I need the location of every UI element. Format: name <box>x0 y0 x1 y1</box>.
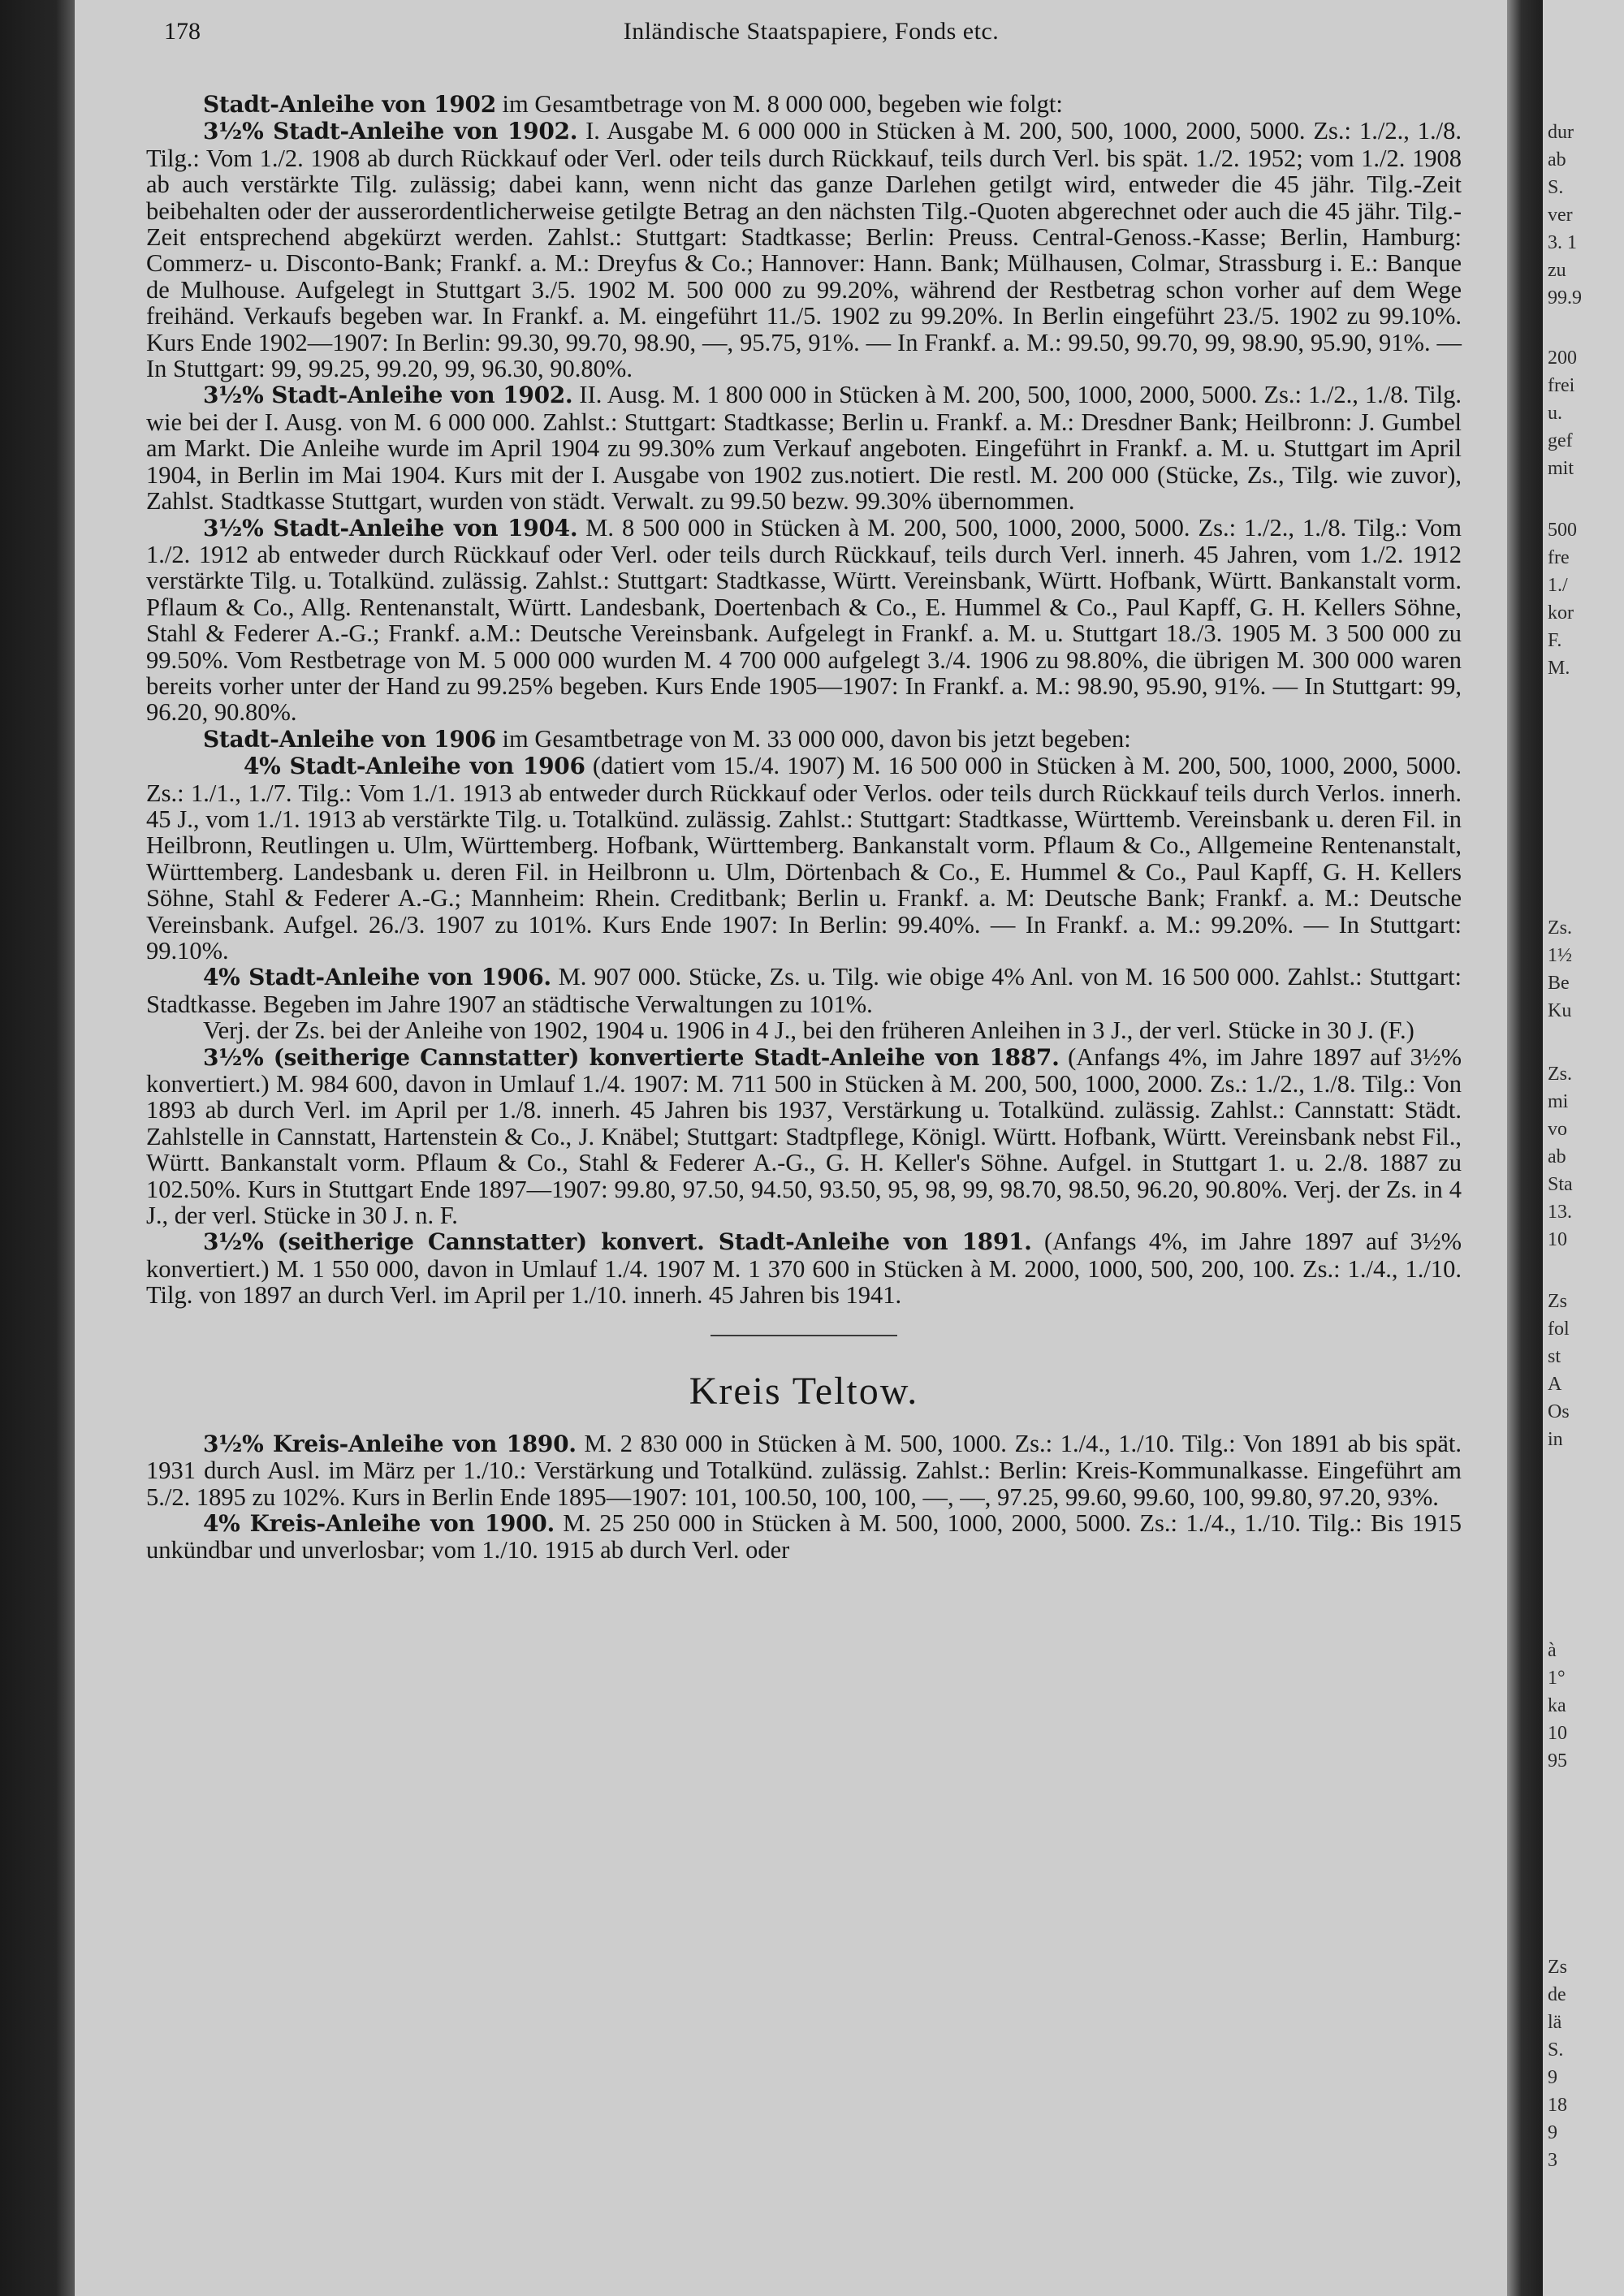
next-page-fragment: 3 <box>1548 2150 1557 2171</box>
next-page-fragment: 1° <box>1548 1668 1566 1689</box>
adjacent-page-strip <box>1543 0 1624 2296</box>
next-page-fragment: Os <box>1548 1401 1570 1422</box>
page-header <box>164 18 1458 54</box>
next-page-fragment: 500 <box>1548 520 1577 541</box>
entry-paragraph <box>146 118 1462 382</box>
next-page-fragment: A <box>1548 1374 1562 1395</box>
next-page-fragment: st <box>1548 1346 1561 1367</box>
entry-heading: 3½% Stadt-Anleihe von 1904. <box>203 514 578 542</box>
entry-paragraph <box>146 382 1462 514</box>
entry-paragraph <box>146 964 1462 1017</box>
next-page-fragment: dur <box>1548 122 1574 143</box>
next-page-fragment: Zs. <box>1548 917 1572 939</box>
next-page-fragment: kor <box>1548 602 1574 624</box>
next-page-fragment: 200 <box>1548 347 1577 369</box>
next-page-fragment: 99.9 <box>1548 287 1582 309</box>
next-page-fragment: de <box>1548 1984 1566 2005</box>
entry-heading: Stadt-Anleihe von 1906 <box>203 725 496 753</box>
next-page-fragment: Sta <box>1548 1174 1573 1195</box>
next-page-fragment: Zs. <box>1548 1064 1572 1085</box>
page-content <box>146 91 1462 1564</box>
next-page-fragment: 1½ <box>1548 945 1572 966</box>
next-page-fragment: 10 <box>1548 1229 1567 1250</box>
entry-heading: 3½% Kreis-Anleihe von 1890. <box>203 1430 577 1457</box>
next-page-fragment: 95 <box>1548 1750 1567 1772</box>
next-page-fragment: M. <box>1548 658 1570 679</box>
section-entry-list <box>146 1431 1462 1564</box>
next-page-fragment: Zs <box>1548 1291 1567 1312</box>
entry-paragraph <box>146 1044 1462 1229</box>
entry-text: im Gesamtbetrage von M. 8 000 000, begeben wie folgt: <box>495 90 1063 118</box>
next-page-fragment: 13. <box>1548 1202 1572 1223</box>
next-page-fragment: S. <box>1548 177 1564 198</box>
next-page-fragment: vo <box>1548 1119 1567 1140</box>
entry-list <box>146 91 1462 1309</box>
next-page-fragment: ab <box>1548 1146 1566 1167</box>
entry-text: M. 8 500 000 in Stücken à M. 200, 500, 1000, 2000, 5000. Zs.: 1./2., 1./8. Tilg.: Vom 1./2. 1912 ab entweder durch Rückkauf oder Verl. oder teils durch Rückkauf, teils durch Verl. innerh. 45 Jahren, vom 1./2. 1912 verstärkte Tilg. u. Totalkünd. zulässig. Zahlst.: Stuttgart: Stadtkasse, Württ. Vereinsbank, Württ. Hofbank, Württ. Bankanstalt vorm. Pflaum & Co., Allg. Rentenanstalt, Württ. Landesbank, Doertenbach & Co., E. Hummel & Co., Paul Kapff, G. H. Kellers Söhne, Stahl & Federer A.-G.; Frankf. a.M.: Deutsche Vereinsbank. Aufgelegt in Frankf. a. M. u. Stuttgart 18./3. 1905 M. 3 500 000 zu 99.50%. Vom Restbetrage von M. 5 000 000 wurden M. 4 700 000 aufgelegt 3./4. 1906 zu 98.80%, die übrigen M. 300 000 waren bereits vorher unter der Hand zu 99.25% begeben. Kurs Ende 1905—1907: In Frankf. a. M.: 98.90, 95.90, 91%. — In Stuttgart: 99, 96.20, 90.80%. <box>146 513 1462 727</box>
entry-text: im Gesamtbetrage von M. 33 000 000, davon bis jetzt begeben: <box>495 724 1131 753</box>
entry-paragraph <box>146 1017 1462 1043</box>
binding-shadow <box>1507 0 1543 2296</box>
page-number: 178 <box>164 18 201 45</box>
entry-paragraph <box>146 753 1462 964</box>
entry-text: M. 2 830 000 in Stücken à M. 500, 1000. Zs.: 1./4., 1./10. Tilg.: Von 1891 ab bis spät. 1931 durch Ausl. im März per 1./10.: Verstärkung und Totalkünd. zulässig. Zahlst.: Berlin: Kreis-Kommunalkasse. Eingeführt am 5./2. 1895 zu 102%. Kurs in Berlin Ende 1895—1907: 101, 100.50, 100, 100, —, —, 97.25, 99.60, 99.60, 100, 99.80, 97.20, 93%. <box>146 1429 1462 1511</box>
next-page-fragment: F. <box>1548 630 1562 651</box>
next-page-fragment: 3. 1 <box>1548 232 1577 253</box>
next-page-fragment: Be <box>1548 973 1570 994</box>
next-page-fragment: 18 <box>1548 2095 1567 2116</box>
next-page-fragment: ka <box>1548 1695 1566 1716</box>
next-page-fragment: zu <box>1548 260 1566 281</box>
next-page-fragment: frei <box>1548 375 1575 396</box>
next-page-fragment: 10 <box>1548 1723 1567 1744</box>
section-title: Kreis Teltow. <box>689 1369 919 1413</box>
running-title: Inländische Staatspapiere, Fonds etc. <box>623 18 1000 45</box>
next-page-fragment: 9 <box>1548 2067 1557 2088</box>
entry-paragraph <box>146 726 1462 753</box>
next-page-fragment: à <box>1548 1640 1557 1661</box>
entry-heading: 3½% Stadt-Anleihe von 1902. <box>203 118 578 145</box>
entry-text: I. Ausgabe M. 6 000 000 in Stücken à M. 200, 500, 1000, 2000, 5000. Zs.: 1./2., 1./8. Tilg.: Vom 1./2. 1908 ab durch Rückkauf oder Verl. oder teils durch Rückkauf, teils durch Verl. bis spät. 1./2. 1952; vom 1./2. 1908 ab auch verstärkte Tilg. zulässig; dabei kann, wenn nicht das ganze Darlehen getilgt wird, entweder die 45 jähr. Tilg.-Zeit beibehalten oder der ausserordentlicherweise getilgte Betrag an den nächsten Tilg.-Quoten abgerechnet oder auch die 45 jähr. Tilg.-Zeit entsprechend abgekürzt werden. Zahlst.: Stuttgart: Stadtkasse; Berlin: Preuss. Central-Genoss.-Kasse; Berlin, Hamburg: Commerz- u. Disconto-Bank; Frankf. a. M.: Dreyfus & Co.; Hannover: Hann. Bank; Mülhausen, Colmar, Strassburg i. E.: Banque de Mulhouse. Aufgelegt in Stuttgart 3./5. 1902 M. 500 000 zu 99.20%, während der Restbetrag schon vorher auf dem Wege freihänd. Verkaufs begeben war. In Frankf. a. M. eingeführt 11./5. 1902 zu 99.20%. In Berlin eingeführt 23./5. 1902 zu 99.10%. Kurs Ende 1902—1907: In Berlin: 99.30, 99.70, 98.90, —, 95.75, 91%. — In Frankf. a. M.: 99.50, 99.70, 99, 98.90, 95.90, 91%. — In Stuttgart: 99, 99.25, 99.20, 99, 96.30, 90.80%. <box>146 117 1462 383</box>
next-page-fragment: fol <box>1548 1318 1570 1340</box>
entry-text: II. Ausg. M. 1 800 000 in Stücken à M. 200, 500, 1000, 2000, 5000. Zs.: 1./2., 1./8. Tilg. wie bei der I. Ausg. von M. 6 000 000. Zahlst.: Stuttgart: Stadtkasse; Berlin u. Frankf. a. M.: Dresdner Bank; Heilbronn: J. Gumbel am Markt. Die Anleihe wurde im April 1904 zu 99.30% zum Verkauf angeboten. Eingeführt in Frankf. a. M. u. Stuttgart im April 1904, in Berlin im Mai 1904. Kurs mit der I. Ausgabe von 1902 zus.notiert. Die restl. M. 200 000 (Stücke, Zs., Tilg. wie zuvor), Zahlst. Stadtkasse Stuttgart, wurden von städt. Verwalt. zu 99.50 bezw. 99.30% übernommen. <box>146 381 1462 516</box>
entry-paragraph <box>146 1510 1462 1564</box>
entry-text: (Anfangs 4%, im Jahre 1897 auf 3½% konvertiert.) M. 984 600, davon in Umlauf 1./4. 1907: M. 711 500 in Stücken à M. 200, 500, 1000, 2000. Zs.: 1./2., 1./8. Tilg.: Von 1893 ab durch Verl. im April per 1./8. innerh. 45 Jahren bis 1937, Verstärkung u. Totalkünd. zulässig. Zahlst.: Cannstatt: Städt. Zahlstelle in Cannstatt, Hartenstein & Co., J. Knäbel; Stuttgart: Stadtpflege, Königl. Württ. Hofbank, Württ. Vereinsbank nebst Fil., Württ. Bankanstalt vorm. Pflaum & Co., Stahl & Federer A.-G., G. H. Keller's Söhne. Aufgel. in Stuttgart 1. u. 2./8. 1887 zu 102.50%. Kurs in Stuttgart Ende 1897—1907: 99.80, 97.50, 94.50, 93.50, 95, 98, 99, 98.70, 98.50, 96.20, 90.80%. Verj. der Zs. in 4 J., der verl. Stücke in 30 J. n. F. <box>146 1042 1462 1230</box>
next-page-fragment: gef <box>1548 430 1573 451</box>
entry-heading: 3½% (seitherige Cannstatter) konvertierte Stadt-Anleihe von 1887. <box>203 1043 1060 1071</box>
next-page-fragment: mit <box>1548 458 1574 479</box>
next-page-fragment: 1./ <box>1548 575 1568 596</box>
next-page-fragment: lä <box>1548 2012 1562 2033</box>
entry-text: (Anfangs 4%, im Jahre 1897 auf 3½% konvertiert.) M. 1 550 000, davon in Umlauf 1./4. 1907 M. 1 370 600 in Stücken à M. 2000, 1000, 500, 200, 100. Zs.: 1./4., 1./10. Tilg. von 1897 an durch Verl. im April per 1./10. innerh. 45 Jahren bis 1941. <box>146 1228 1462 1310</box>
entry-text: M. 907 000. Stücke, Zs. u. Tilg. wie obige 4% Anl. von M. 16 500 000. Zahlst.: Stuttgart: Stadtkasse. Begeben im Jahre 1907 an städtische Verwaltungen zu 101%. <box>146 963 1462 1018</box>
entry-heading: 3½% (seitherige Cannstatter) konvert. Stadt-Anleihe von 1891. <box>203 1228 1032 1256</box>
next-page-fragment: Zs <box>1548 1957 1567 1978</box>
entry-heading: 4% Stadt-Anleihe von 1906 <box>244 753 585 780</box>
entry-paragraph <box>146 1228 1462 1308</box>
next-page-fragment: ab <box>1548 149 1566 170</box>
entry-paragraph <box>146 515 1462 726</box>
section-divider <box>710 1335 897 1336</box>
next-page-fragment: ver <box>1548 205 1573 226</box>
next-page-fragment: S. <box>1548 2039 1564 2061</box>
next-page-fragment: mi <box>1548 1091 1569 1112</box>
entry-paragraph <box>146 1431 1462 1510</box>
next-page-fragment: Ku <box>1548 1000 1572 1021</box>
entry-heading: 4% Kreis-Anleihe von 1900. <box>203 1509 555 1537</box>
entry-heading: 3½% Stadt-Anleihe von 1902. <box>203 382 573 409</box>
next-page-fragment: in <box>1548 1429 1563 1450</box>
entry-heading: Stadt-Anleihe von 1902 <box>203 91 496 118</box>
entry-heading: 4% Stadt-Anleihe von 1906. <box>203 964 551 991</box>
entry-paragraph <box>146 91 1462 118</box>
entry-text: M. 25 250 000 in Stücken à M. 500, 1000, 2000, 5000. Zs.: 1./4., 1./10. Tilg.: Bis 1915 unkündbar und unverlosbar; vom 1./10. 1915 ab durch Verl. oder <box>146 1508 1462 1564</box>
next-page-fragment: 9 <box>1548 2122 1557 2143</box>
entry-text: Verj. der Zs. bei der Anleihe von 1902, 1904 u. 1906 in 4 J., bei den früheren Anleihen in 3 J., der verl. Stücke in 30 J. (F.) <box>203 1016 1415 1045</box>
entry-text: (datiert vom 15./4. 1907) M. 16 500 000 in Stücken à M. 200, 500, 1000, 2000, 5000. Zs.: 1./1., 1./7. Tilg.: Vom 1./1. 1913 ab entweder durch Rückkauf oder Verlos. oder teils durch Rückkauf teils durch Verlos. innerh. 45 J., vom 1./1. 1913 ab verstärkte Tilg. u. Totalkünd. zulässig. Zahlst.: Stuttgart: Stadtkasse, Württemb. Vereinsbank u. deren Fil. in Heilbronn, Reutlingen u. Ulm, Württemberg. Hofbank, Württemberg. Bankanstalt vorm. Pflaum & Co., Allgemeine Rentenanstalt, Württemberg. Landesbank u. deren Fil. in Heilbronn u. Ulm, Dörtenbach & Co., E. Hummel & Co., Paul Kapff, G. H. Kellers Söhne, Stahl & Federer A.-G.; Mannheim: Rhein. Creditbank; Berlin u. Frankf. a. M: Deutsche Bank; Frankf. a. M.: Deutsche Vereinsbank. Aufgel. 26./3. 1907 zu 101%. Kurs Ende 1907: In Berlin: 99.40%. — In Frankf. a. M.: 99.20%. — In Stuttgart: 99.10%. <box>146 752 1462 965</box>
left-page-edge <box>0 0 75 2296</box>
next-page-fragment: u. <box>1548 403 1562 424</box>
next-page-fragment: fre <box>1548 547 1570 568</box>
